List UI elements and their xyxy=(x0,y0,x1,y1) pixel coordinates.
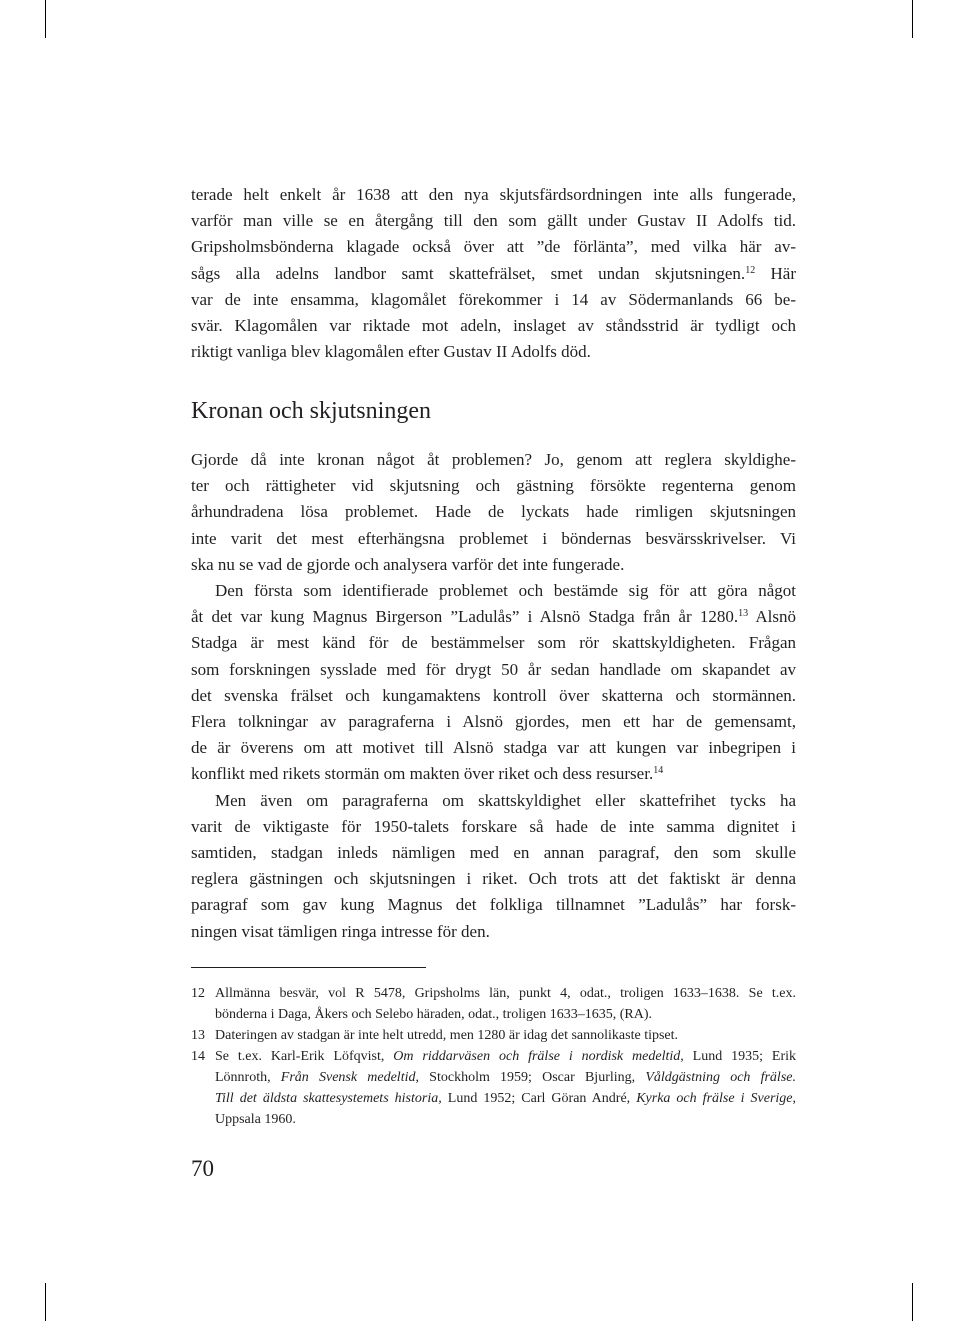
text-line: århundradena lösa problemet. Hade de lyckats hade rimligen skjutsningen xyxy=(191,502,796,522)
text-line: sågs alla adelns landbor samt skattefrälset, smet undan skjutsningen.$^{12}$ Här xyxy=(191,263,797,283)
footnote-ref[interactable]: 12 xyxy=(745,264,756,276)
text-line: åt det var kung Magnus Birgerson ”Ladulås” i Alsnö Stadga från år 1280.13 Alsnö xyxy=(191,607,796,627)
footnote-number: 12 xyxy=(191,986,205,1001)
text-line: paragraf som gav kung Magnus det folkliga tillnamnet ”Ladulås” har forsk- xyxy=(191,895,796,915)
crop-mark xyxy=(912,0,913,38)
text-line: de är överens om att motivet till Alsnö stadga var att kungen var inbegripen i xyxy=(191,738,796,758)
footnote-ref[interactable]: 14 xyxy=(653,765,664,777)
text-line: Gjorde då inte kronan något åt problemen? Jo, genom att reglera skyldighe- xyxy=(191,450,796,469)
footnote-line: bönderna i Daga, Åkers och Selebo häraden, odat., troligen 1633–1635, (RA). xyxy=(215,1007,652,1022)
text-line: samtiden, stadgan inleds nämligen med en annan paragraf, den som skulle xyxy=(191,843,796,863)
paragraph-2 xyxy=(191,447,796,945)
crop-mark xyxy=(45,1283,46,1321)
text-line: ska nu se vad de gjorde och analysera varför det inte fungerade. xyxy=(191,554,625,574)
text-line: reglera gästningen och skjutsningen i riket. Och trots att det faktiskt är denna xyxy=(191,869,796,889)
crop-mark xyxy=(45,0,46,38)
text-line: Stadga är mest känd för de bestämmelser som rör skattskyldigheten. Frågan xyxy=(191,633,796,653)
footnote-line: Lönnroth, Från Svensk medeltid, Stockholm 1959; Oscar Bjurling, Våldgästning och frälse. xyxy=(215,1070,796,1085)
footnote-ref[interactable]: 13 xyxy=(738,608,749,620)
text-line: Men även om paragraferna om skattskyldighet eller skattefrihet tycks ha xyxy=(215,790,796,810)
footnote-divider xyxy=(191,967,426,968)
footnote-12 xyxy=(191,983,796,1025)
text-line: Den första som identifierade problemet och bestämde sig för att göra något xyxy=(215,581,796,601)
footnote-line: Se t.ex. Karl-Erik Löfqvist, Om riddarväsen och frälse i nordisk medeltid, Lund 1935; Erik xyxy=(215,1049,797,1064)
text-line: riktigt vanliga blev klagomålen efter Gustav II Adolfs död. xyxy=(191,342,591,362)
text-line: svär. Klagomålen var riktade mot adeln, inslaget av ståndsstrid är tydligt och xyxy=(191,316,796,336)
text-line: var de inte ensamma, klagomålet förekommer i 14 av Södermanlands 66 be- xyxy=(191,289,796,309)
footnote-14 xyxy=(191,1046,796,1130)
crop-mark xyxy=(912,1283,913,1321)
footnote-line: Allmänna besvär, vol R 5478, Gripsholms län, punkt 4, odat., troligen 1633–1638. Se t.ex. xyxy=(215,986,796,1001)
text-line: Gripsholmsbönderna klagade också över att ”de förlänta”, med vilka här av- xyxy=(191,237,796,257)
footnote-line: Dateringen av stadgan är inte helt utredd, men 1280 är idag det sannolikaste tipset. xyxy=(215,1028,679,1043)
text-line: Flera tolkningar av paragraferna i Alsnö gjordes, men ett har de gemensamt, xyxy=(191,712,796,732)
text-line: som forskningen sysslade med för drygt 50 år sedan handlade om skapandet av xyxy=(191,659,796,679)
text-line: det svenska frälset och kungamaktens kontroll över skatterna och stormännen. xyxy=(191,685,796,705)
footnote-number: 14 xyxy=(191,1049,205,1064)
text-line: ningen visat tämligen ringa intresse för den. xyxy=(191,921,490,941)
page-number: 70 xyxy=(191,1156,214,1181)
text-line: varför man ville se en återgång till den som gällt under Gustav II Adolfs tid. xyxy=(191,211,796,231)
text-line: konflikt med rikets stormän om makten över riket och dess resurser.$^{14}$ xyxy=(191,764,664,784)
footnote-line: Till det äldsta skattesystemets historia, Lund 1952; Carl Göran André, Kyrka och frälse i Sverige, xyxy=(215,1091,796,1106)
footnotes xyxy=(191,983,796,1130)
footnote-line: Uppsala 1960. xyxy=(215,1112,296,1127)
text-line: ter och rättigheter vid skjutsning och gästning försökte regenterna genom xyxy=(191,476,796,496)
text-line: inte varit det mest efterhängsna problemet i böndernas besvärsskrivelser. Vi xyxy=(191,528,796,548)
text-line: terade helt enkelt år 1638 att den nya skjutsfärdsordningen inte alls fungerade, xyxy=(191,185,796,204)
footnote-number: 13 xyxy=(191,1028,205,1043)
paragraph-1 xyxy=(191,182,796,365)
text-line: varit de viktigaste för 1950-talets forskare så hade de inte samma dignitet i xyxy=(191,816,796,836)
section-heading: Kronan och skjutsningen xyxy=(191,398,431,424)
footnote-13 xyxy=(191,1025,796,1046)
